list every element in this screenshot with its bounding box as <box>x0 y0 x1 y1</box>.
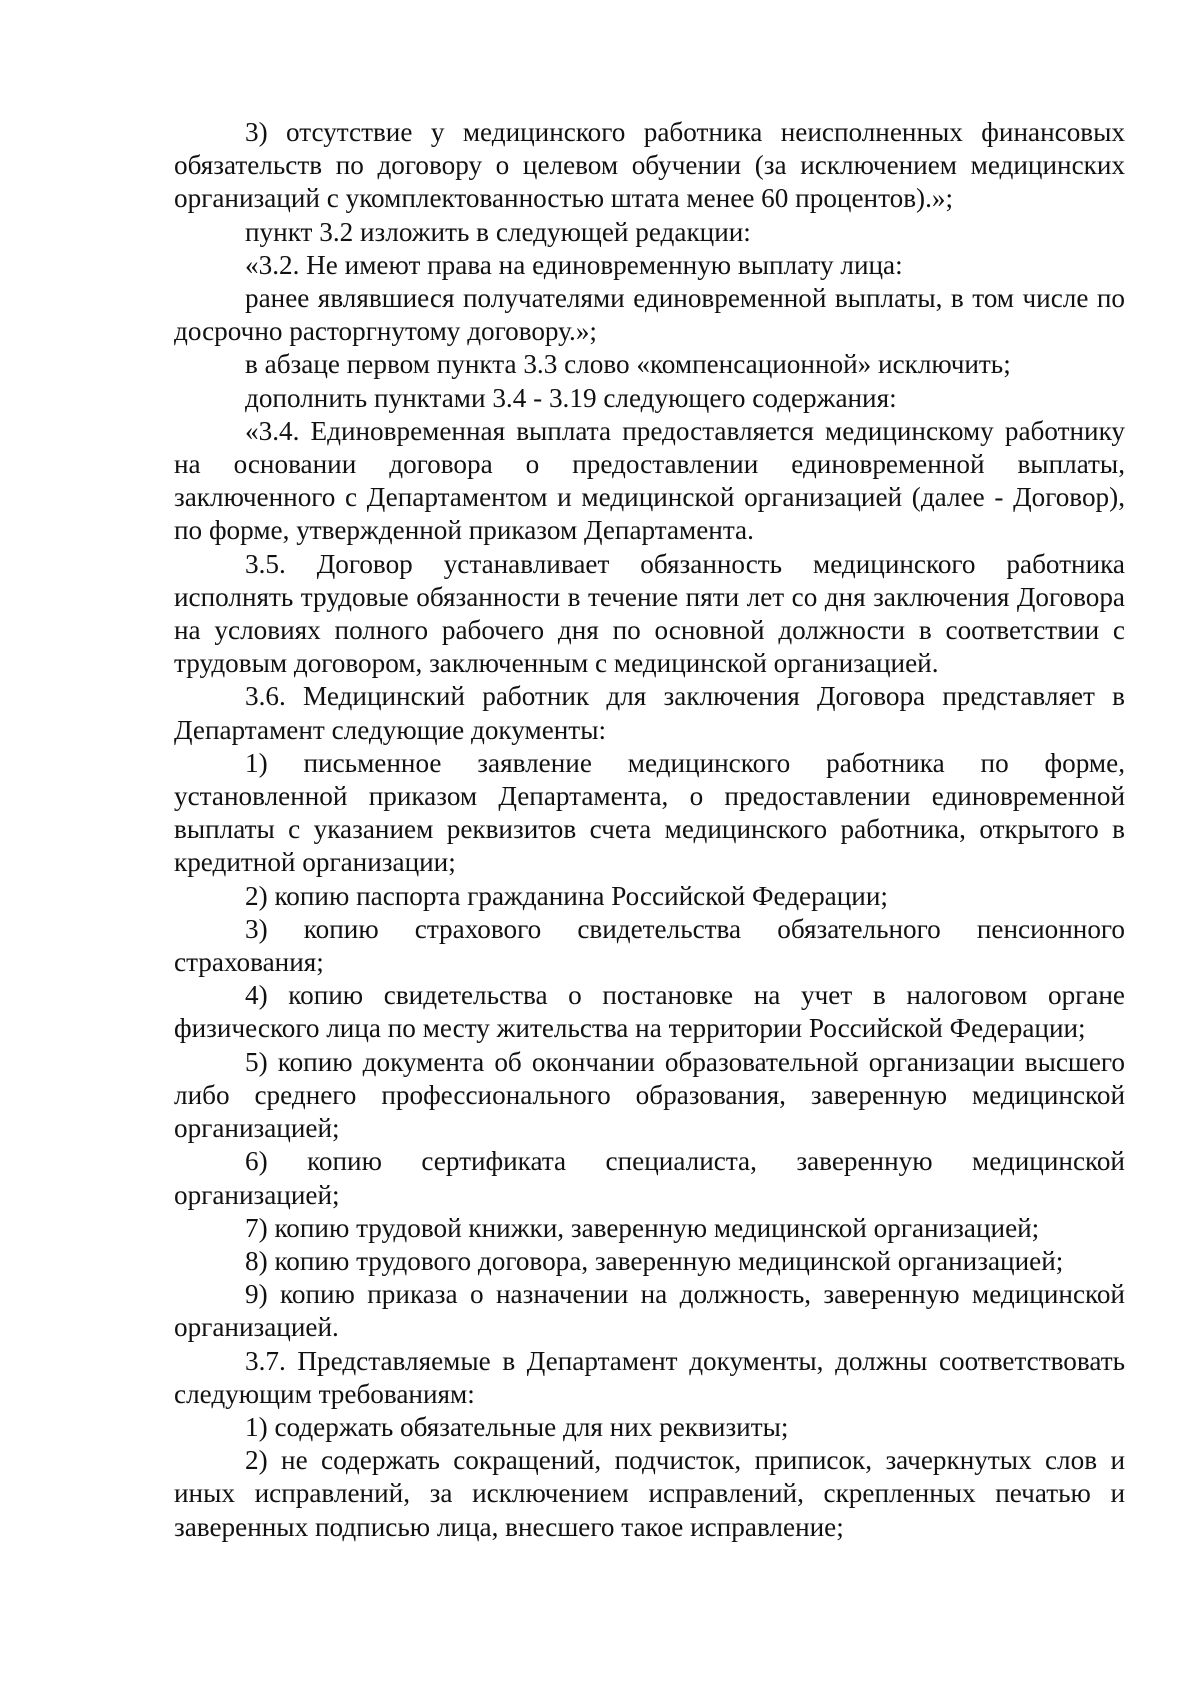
paragraph-3-6-item-1: 1) письменное заявление медицинского работника по форме, установленной приказом Департамента, о предоставлении единовременной выплаты с указанием реквизитов счета медицинского работника, открытого в кредитной организации; <box>174 747 1125 878</box>
paragraph-amend-3-2: пункт 3.2 изложить в следующей редакции: <box>245 216 751 247</box>
paragraph-3-4: «3.4. Единовременная выплата предоставляется медицинскому работнику на основании договора о предоставлении единовременной выплаты, заключенного с Департаментом и медицинской организацией (далее - Договор), по форме, утвержденной приказом Департамента. <box>174 415 1125 546</box>
paragraph-3-6-item-4: 4) копию свидетельства о постановке на учет в налоговом органе физического лица по месту жительства на территории Российской Федерации; <box>174 980 1125 1044</box>
paragraph-3-7-item-2: 2) не содержать сокращений, подчисток, приписок, зачеркнутых слов и иных исправлений, за исключением исправлений, скрепленных печатью и заверенных подписью лица, внесшего такое исправление; <box>174 1445 1125 1542</box>
paragraph-item-3-debt: 3) отсутствие у медицинского работника неисполненных финансовых обязательств по договору о целевом обучении (за исключением медицинских организаций с укомплектованностью штата менее 60 процентов).»; <box>174 117 1125 214</box>
paragraph-3-6-item-6: 6) копию сертификата специалиста, заверенную медицинской организацией; <box>174 1146 1125 1210</box>
paragraph-amend-3-3: в абзаце первом пункта 3.3 слово «компенсационной» исключить; <box>245 349 1011 380</box>
paragraph-3-2-previous-recipients: ранее являвшиеся получателями единовременной выплаты, в том числе по досрочно расторгнутому договору.»; <box>174 283 1125 347</box>
paragraph-3-6-item-9: 9) копию приказа о назначении на должность, заверенную медицинской организацией. <box>174 1279 1125 1343</box>
paragraph-3-7: 3.7. Представляемые в Департамент документы, должны соответствовать следующим требованиям: <box>174 1345 1125 1409</box>
document-page <box>174 116 1125 1544</box>
paragraph-3-6-item-8: 8) копию трудового договора, заверенную медицинской организацией; <box>245 1245 1064 1276</box>
paragraph-3-6-item-3: 3) копию страхового свидетельства обязательного пенсионного страхования; <box>174 913 1125 978</box>
paragraph-3-5: 3.5. Договор устанавливает обязанность медицинского работника исполнять трудовые обязанности в течение пяти лет со дня заключения Договора на условиях полного рабочего дня по основной должности в соответствии с трудовым договором, заключенным с медицинской организацией. <box>174 548 1125 679</box>
paragraph-3-6: 3.6. Медицинский работник для заключения Договора представляет в Департамент следующие документы: <box>174 681 1125 745</box>
paragraph-3-6-item-5: 5) копию документа об окончании образовательной организации высшего либо среднего профессионального образования, заверенную медицинской организацией; <box>174 1046 1125 1144</box>
paragraph-add-3-4-3-19: дополнить пунктами 3.4 - 3.19 следующего содержания: <box>245 382 897 413</box>
paragraph-3-2: «3.2. Не имеют права на единовременную выплату лица: <box>245 249 903 280</box>
paragraph-3-6-item-7: 7) копию трудовой книжки, заверенную медицинской организацией; <box>245 1212 1040 1243</box>
paragraph-3-7-item-1: 1) содержать обязательные для них реквизиты; <box>245 1411 789 1442</box>
paragraph-3-6-item-2: 2) копию паспорта гражданина Российской Федерации; <box>245 880 888 911</box>
